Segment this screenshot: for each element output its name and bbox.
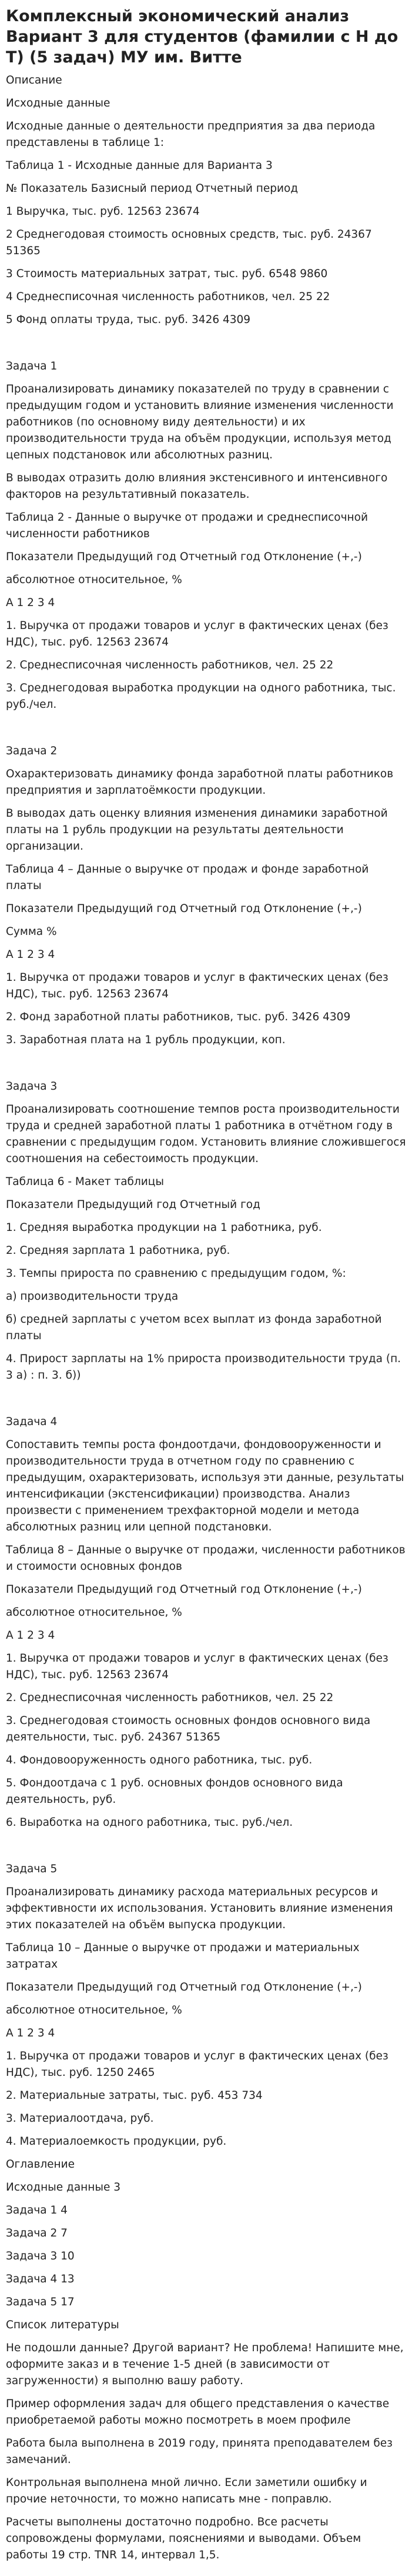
seller-notes xyxy=(6,2340,406,2564)
paragraph: Проанализировать динамику показателей по труду в сравнении с предыдущим годом и установить влияние изменения численности работников (по основному виду деятельности) и их производительности труда на объём продукции, используя метод цепных подстановок или абсолютных разниц. xyxy=(6,383,394,461)
table-of-contents xyxy=(6,2156,406,2334)
paragraph: Расчеты выполнены достаточно подробно. Все расчеты сопровождены формулами, пояснениями и выводами. Объем работы 19 стр. TNR 14, интервал 1,5. xyxy=(6,2516,361,2561)
paragraph: В выводах отразить долю влияния экстенсивного и интенсивного факторов на результативный показатель. xyxy=(6,472,388,501)
table-row-line: 1. Средняя выработка продукции на 1 работника, руб. xyxy=(6,1222,322,1234)
table-caption: Таблица 1 - Исходные данные для Варианта 3 xyxy=(6,159,273,172)
page-title: Комплексный экономический анализ Вариант 3 для студентов (фамилии с Н до Т) (5 задач) МУ им. Витте xyxy=(6,7,398,66)
toc-item: Задача 4 13 xyxy=(6,2273,75,2285)
table-header-line: Показатели Предыдущий год Отчетный год Отклонение (+,-) xyxy=(6,903,362,915)
spacer xyxy=(6,1390,406,1414)
spacer xyxy=(6,335,406,358)
task-2-section xyxy=(6,743,406,1049)
paragraph: Охарактеризовать динамику фонда заработной платы работников предприятия и зарплатоёмкости продукции. xyxy=(6,768,394,797)
table-row-line: б) средней зарплаты с учетом всех выплат из фонда заработной платы xyxy=(6,1313,382,1342)
toc-item: Задача 5 17 xyxy=(6,2296,75,2308)
task-heading: Задача 2 xyxy=(6,745,58,757)
table-header-line: Показатели Предыдущий год Отчетный год Отклонение (+,-) xyxy=(6,1981,362,1993)
spacer xyxy=(6,1838,406,1861)
section-heading: Исходные данные xyxy=(6,97,110,109)
table-row-line: 3. Темпы прироста по сравнению с предыдущим годом, %: xyxy=(6,1267,346,1280)
table-header-line: Показатели Предыдущий год Отчетный год Отклонение (+,-) xyxy=(6,1583,362,1596)
table-header-line: Показатели Предыдущий год Отчетный год xyxy=(6,1199,260,1211)
task-5-section xyxy=(6,1861,406,2150)
paragraph: Работа была выполнена в 2019 году, принята преподавателем без замечаний. xyxy=(6,2437,393,2466)
toc-item: Исходные данные 3 xyxy=(6,2181,120,2194)
paragraph: В выводах дать оценку влияния изменения динамики заработной платы на 1 рубль продукции на результаты деятельности организации. xyxy=(6,807,388,853)
table-row-line: 1. Выручка от продажи товаров и услуг в фактических ценах (без НДС), тыс. руб. 1250 2465 xyxy=(6,2050,388,2079)
table-row-line: 2. Среднесписочная численность работников, чел. 25 22 xyxy=(6,659,334,671)
paragraph: Сопоставить темпы роста фондоотдачи, фондовооруженности и производительности труда в отчетном году по сравнению с предыдущим, охарактеризовать, используя эти данные, результаты интенсификации (экстенсификации) производства. Анализ произвести с применением трехфакторной модели и метода абсолютных разниц или цепной подстановки. xyxy=(6,1439,404,1533)
table-row-line: 2 Среднегодовая стоимость основных средств, тыс. руб. 24367 51365 xyxy=(6,228,372,257)
table-row-line: 4. Фондовооруженность одного работника, тыс. руб. xyxy=(6,1754,313,1766)
paragraph: Исходные данные о деятельности предприятия за два периода представлены в таблице 1: xyxy=(6,120,376,149)
table-row-line: 3. Заработная плата на 1 рубль продукции, коп. xyxy=(6,1034,286,1046)
paragraph: Проанализировать динамику расхода материальных ресурсов и эффективности их использования. Установить влияние изменения этих показателей на объём выпуска продукции. xyxy=(6,1886,393,1931)
table-header-line: А 1 2 3 4 xyxy=(6,2027,55,2039)
toc-item: Задача 2 7 xyxy=(6,2227,68,2239)
table-header-line: абсолютное относительное, % xyxy=(6,1606,182,1619)
table-caption: Таблица 4 – Данные о выручке от продаж и фонде заработной платы xyxy=(6,863,369,892)
table-row-line: а) производительности труда xyxy=(6,1290,179,1303)
table-header-line: А 1 2 3 4 xyxy=(6,1629,55,1642)
table-header-line: № Показатель Базисный период Отчетный период xyxy=(6,182,299,195)
table-row-line: 2. Фонд заработной платы работников, тыс. руб. 3426 4309 xyxy=(6,1011,351,1023)
table-header-line: А 1 2 3 4 xyxy=(6,948,55,961)
spacer xyxy=(6,720,406,743)
table-row-line: 1. Выручка от продажи товаров и услуг в фактических ценах (без НДС), тыс. руб. 12563 23674 xyxy=(6,1652,388,1681)
paragraph: Контрольная выполнена мной лично. Если заметили ошибку и прочие неточности, то можно написать мне - поправлю. xyxy=(6,2477,367,2505)
table-caption: Таблица 6 - Макет таблицы xyxy=(6,1176,164,1188)
task-heading: Задача 1 xyxy=(6,360,58,372)
table-row-line: 2. Материальные затраты, тыс. руб. 453 734 xyxy=(6,2089,263,2102)
table-row-line: 1. Выручка от продажи товаров и услуг в фактических ценах (без НДС), тыс. руб. 12563 23674 xyxy=(6,620,388,648)
table-row-line: 5. Фондоотдача с 1 руб. основных фондов основного вида деятельность, руб. xyxy=(6,1777,343,1806)
task-heading: Задача 4 xyxy=(6,1416,58,1428)
table-row-line: 2. Среднесписочная численность работников, чел. 25 22 xyxy=(6,1692,334,1704)
table-header-line: абсолютное относительное, % xyxy=(6,2004,182,2016)
table-caption: Таблица 10 – Данные о выручке от продажи и материальных затратах xyxy=(6,1942,360,1971)
table-caption: Таблица 2 - Данные о выручке от продажи и среднесписочной численности работников xyxy=(6,511,368,540)
intro-section xyxy=(6,72,406,328)
table-row-line: 4. Материалоемкость продукции, руб. xyxy=(6,2135,227,2148)
paragraph: Не подошли данные? Другой вариант? Не проблема! Напишите мне, оформите заказ и в течение 1-5 дней (в зависимости от загруженности) я выполню вашу работу. xyxy=(6,2342,404,2387)
task-heading: Задача 3 xyxy=(6,1080,58,1093)
task-4-section xyxy=(6,1414,406,1831)
toc-heading: Оглавление xyxy=(6,2158,75,2171)
table-header-line: Сумма % xyxy=(6,926,57,938)
table-header-line: А 1 2 3 4 xyxy=(6,597,55,609)
table-row-line: 1 Выручка, тыс. руб. 12563 23674 xyxy=(6,205,200,218)
description-label: Описание xyxy=(6,74,62,86)
table-row-line: 5 Фонд оплаты труда, тыс. руб. 3426 4309 xyxy=(6,314,251,326)
table-row-line: 3. Материалоотдача, руб. xyxy=(6,2112,154,2125)
table-row-line: 3. Среднегодовая выработка продукции на одного работника, тыс. руб./чел. xyxy=(6,682,396,711)
table-row-line: 3. Среднегодовая стоимость основных фондов основного вида деятельности, тыс. руб. 24367 51365 xyxy=(6,1715,371,1743)
task-heading: Задача 5 xyxy=(6,1863,58,1875)
table-header-line: абсолютное относительное, % xyxy=(6,574,182,586)
toc-item: Задача 3 10 xyxy=(6,2250,75,2262)
table-row-line: 4 Среднесписочная численность работников, чел. 25 22 xyxy=(6,291,330,303)
spacer xyxy=(6,1055,406,1079)
paragraph: Проанализировать соотношение темпов роста производительности труда и средней заработной платы 1 работника в отчётном году в сравнении с предыдущим годом. Установить влияние сложившегося соотношения на себестоимость продукции. xyxy=(6,1103,406,1165)
table-caption: Таблица 8 – Данные о выручке от продажи, численности работников и стоимости основных фондов xyxy=(6,1544,406,1573)
task-3-section xyxy=(6,1079,406,1384)
task-1-section xyxy=(6,358,406,713)
table-row-line: 4. Прирост зарплаты на 1% прироста производительности труда (п. 3 а) : п. 3. б)) xyxy=(6,1353,401,1382)
table-row-line: 2. Средняя зарплата 1 работника, руб. xyxy=(6,1244,230,1257)
table-row-line: 6. Выработка на одного работника, тыс. руб./чел. xyxy=(6,1816,293,1829)
paragraph: Пример оформления задач для общего представления о качестве приобретаемой работы можно посмотреть в моем профиле xyxy=(6,2398,390,2427)
table-row-line: 1. Выручка от продажи товаров и услуг в фактических ценах (без НДС), тыс. руб. 12563 23674 xyxy=(6,971,388,1000)
table-header-line: Показатели Предыдущий год Отчетный год Отклонение (+,-) xyxy=(6,551,362,563)
toc-item: Задача 1 4 xyxy=(6,2204,68,2216)
toc-item: Список литературы xyxy=(6,2319,119,2331)
table-row-line: 3 Стоимость материальных затрат, тыс. руб. 6548 9860 xyxy=(6,268,328,280)
